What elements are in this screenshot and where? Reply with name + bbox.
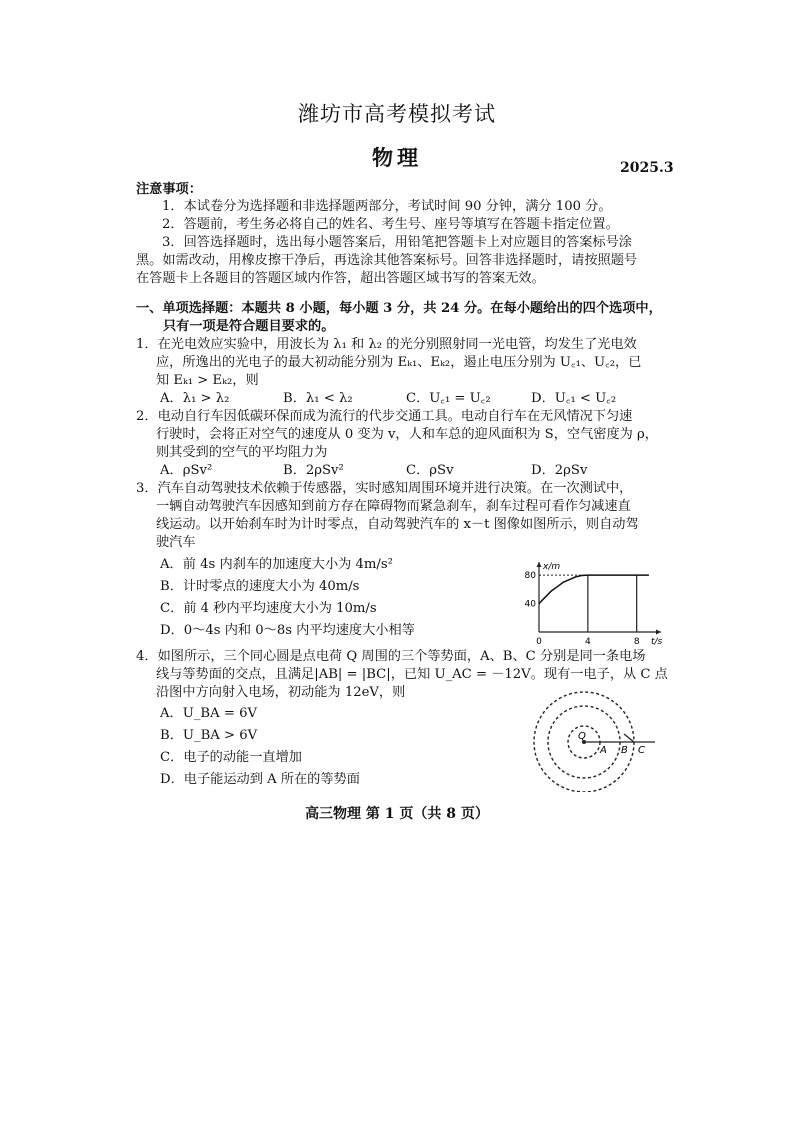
x-tick-label: 0 (536, 637, 542, 646)
exam-date: 2025.3 (620, 160, 674, 176)
notice-line: 黑。如需改动，用橡皮擦干净后，再选涂其他答案标号。回答非选择题时，请按照题号 (136, 253, 638, 268)
question-3-line: 一辆自动驾驶汽车因感知到前方存在障碍物而紧急刹车，刹车过程可看作匀减速直 (156, 499, 631, 514)
notice-line: 2．答题前，考生务必将自己的姓名、考生号、座号等填写在答题卡指定位置。 (162, 217, 619, 232)
question-4-line: 线与等势面的交点，且满足|AB| = |BC|，已知 U_AC = －12V。现有一电子，从 C 点 (156, 667, 668, 682)
page-footer: 高三物理 第 1 页（共 8 页） (305, 806, 489, 822)
label-b: B (621, 745, 628, 756)
y-tick-label: 40 (524, 599, 536, 610)
notice-line: 3．回答选择题时，选出每小题答案后，用铅笔把答题卡上对应题目的答案标号涂 (162, 235, 632, 250)
notice-line: 在答题卡上各题目的答题区域内作答，超出答题区域书写的答案无效。 (136, 271, 545, 286)
section-heading: 一、单项选择题：本题共 8 小题，每小题 3 分，共 24 分。在每小题给出的四个选项中， (136, 301, 662, 316)
question-3-line: 线运动。以开始刹车时为计时零点，自动驾驶汽车的 x－t 图像如图所示，则自动驾 (156, 517, 639, 532)
question-1-option-d: D．U꜀₁ < U꜀₂ (531, 391, 617, 406)
notice-heading: 注意事项： (136, 182, 202, 197)
y-tick-label: 80 (524, 571, 536, 582)
x-axis-arrow (656, 630, 661, 635)
question-1-option-b: B．λ₁ < λ₂ (283, 391, 353, 406)
question-2-line: 2．电动自行车因低碳环保而成为流行的代步交通工具。电动自行车在无风情况下匀速 (136, 409, 633, 424)
subject-title: 物理 (372, 145, 422, 170)
electron-direction-arrow (624, 734, 634, 742)
question-4-option-b: B．U_BA > 6V (160, 728, 258, 743)
x-tick-label: 4 (584, 637, 591, 646)
xt-graph (515, 560, 665, 646)
x-tick-label: 8 (633, 637, 640, 646)
question-3-option-a: A．前 4s 内刹车的加速度大小为 4m/s² (160, 557, 393, 572)
y-axis-label: x/m (543, 562, 561, 572)
question-2-line: 则其受到的空气的平均阻力为 (156, 445, 328, 460)
question-1-line: 1．在光电效应实验中，用波长为 λ₁ 和 λ₂ 的光分别照射同一光电管，均发生了光电效 (136, 337, 637, 352)
question-1-line: 应，所逸出的光电子的最大初动能分别为 Eₖ₁、Eₖ₂，遏止电压分别为 U꜀₁、U꜀₂，已 (156, 355, 642, 370)
question-2-line: 行驶时，会将正对空气的速度从 0 变为 v，人和车总的迎风面积为 S，空气密度为 ρ， (156, 427, 658, 442)
notice-line: 1．本试卷分为选择题和非选择题两部分，考试时间 90 分钟，满分 100 分。 (162, 199, 612, 214)
question-4-line: 4．如图所示，三个同心圆是点电荷 Q 周围的三个等势面，A、B、C 分别是同一条电场 (136, 649, 646, 664)
label-c: C (638, 745, 645, 756)
x-axis-label: t/s (651, 637, 663, 646)
question-3-option-c: C．前 4 秒内平均速度大小为 10m/s (160, 601, 377, 616)
question-3-option-b: B．计时零点的速度大小为 40m/s (160, 579, 360, 594)
question-2-option-b: B．2ρSv² (283, 463, 344, 478)
question-3-line: 3．汽车自动驾驶技术依赖于传感器，实时感知周围环境并进行决策。在一次测试中， (136, 481, 633, 496)
question-3-option-d: D．0～4s 内和 0～8s 内平均速度大小相等 (160, 623, 415, 638)
question-2-option-a: A．ρSv² (160, 463, 213, 478)
question-4-option-d: D．电子能运动到 A 所在的等势面 (160, 772, 360, 787)
question-1-option-a: A．λ₁ > λ₂ (160, 391, 230, 406)
series-line (539, 575, 649, 604)
section-heading-cont: 只有一项是符合题目要求的。 (163, 319, 335, 334)
question-4-option-c: C．电子的动能一直增加 (160, 750, 302, 765)
question-3-line: 驶汽车 (156, 535, 196, 550)
label-a: A (600, 745, 607, 756)
equipotential-figure (520, 682, 660, 792)
question-2-option-d: D．2ρSv (531, 463, 588, 478)
y-axis-arrow (537, 562, 542, 567)
question-2-option-c: C．ρSv (406, 463, 454, 478)
question-4-line: 沿图中方向射入电场，初动能为 12eV，则 (156, 685, 406, 700)
question-1-line: 知 Eₖ₁ > Eₖ₂，则 (156, 373, 259, 388)
label-q: Q (578, 731, 586, 742)
question-1-option-c: C．U꜀₁ = U꜀₂ (406, 391, 491, 406)
question-4-option-a: A．U_BA = 6V (160, 706, 257, 721)
exam-title: 潍坊市高考模拟考试 (298, 102, 496, 126)
